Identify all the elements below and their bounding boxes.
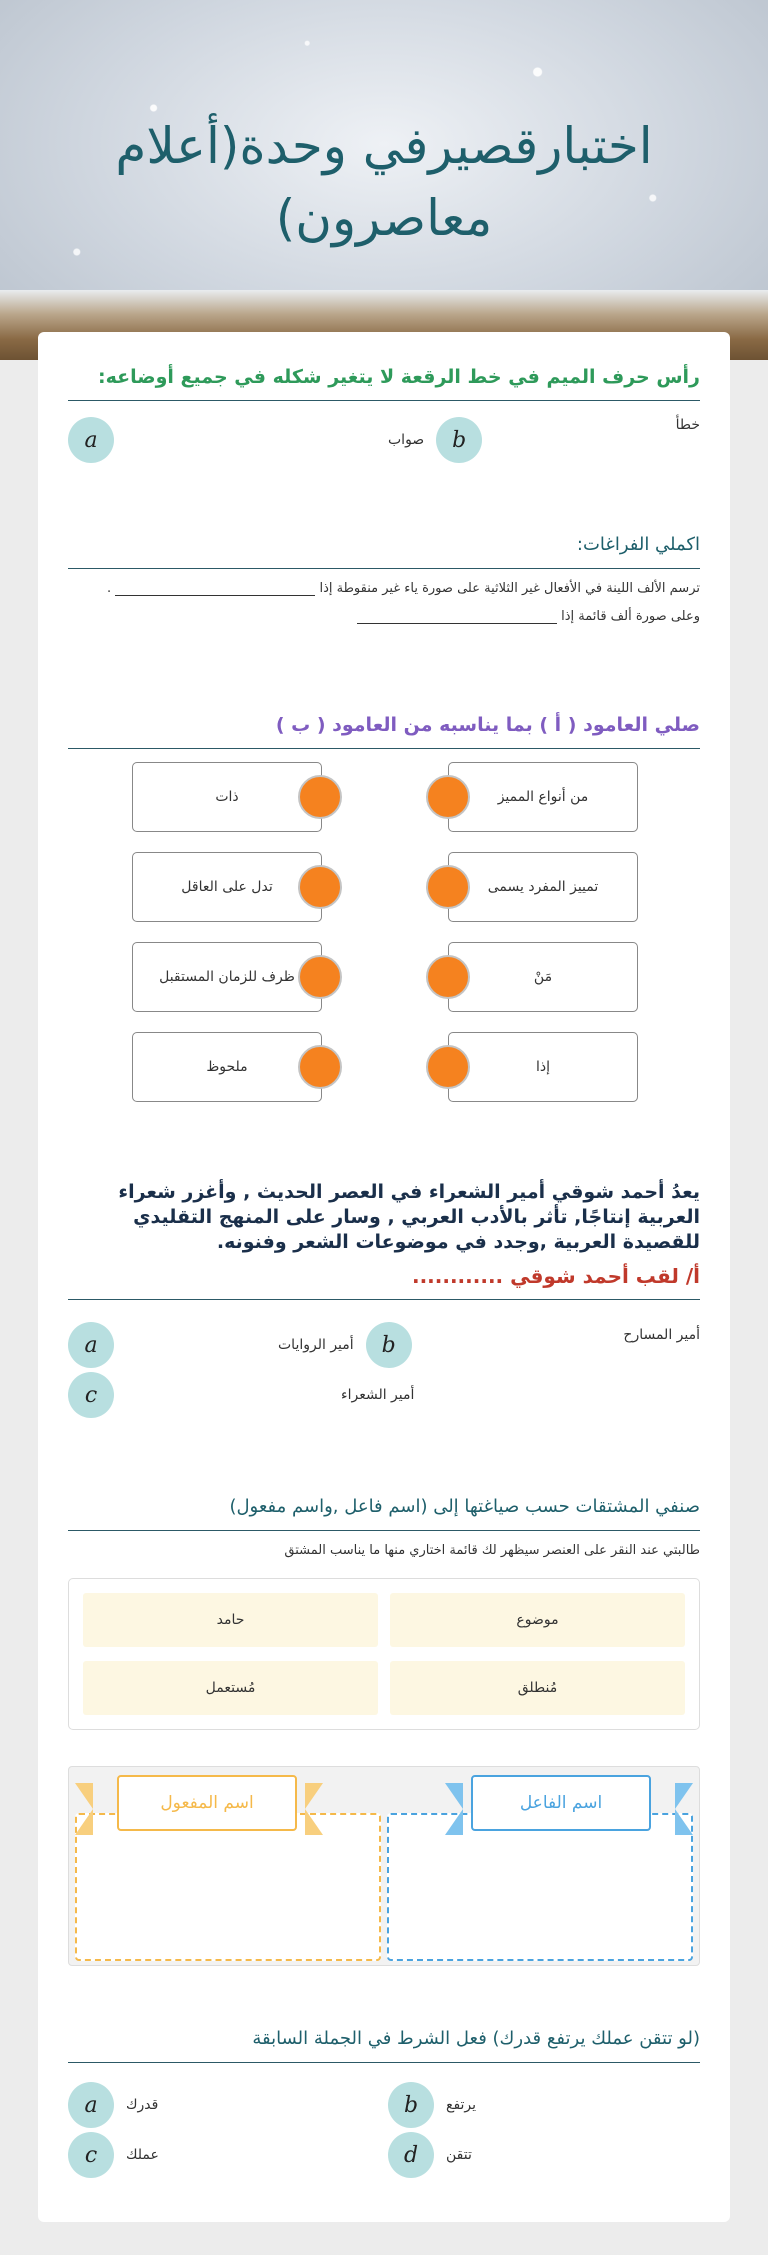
draggable-item-4[interactable]: مُستعمل: [83, 1661, 378, 1715]
option-b[interactable]: [388, 417, 482, 463]
question-4-title: أ/ لقب أحمد شوقي ............: [68, 1261, 700, 1300]
match-left-4[interactable]: إذا: [448, 1032, 638, 1102]
question-4: [68, 1180, 700, 1300]
option-a[interactable]: [68, 2082, 158, 2128]
match-right-4[interactable]: ملحوظ: [132, 1032, 322, 1102]
option-badge: a: [68, 417, 114, 463]
ribbon-tail-right: [305, 1783, 323, 1835]
match-left-2[interactable]: تمييز المفرد يسمى: [448, 852, 638, 922]
option-badge: b: [366, 1322, 412, 1368]
option-badge: b: [388, 2082, 434, 2128]
match-left-1[interactable]: من أنواع المميز: [448, 762, 638, 832]
match-dot-right-4[interactable]: [298, 1045, 342, 1089]
header-banner: [0, 0, 768, 360]
option-label: خطأ: [675, 417, 700, 433]
question-6-title: (لو تتقن عملك يرتفع قدرك) فعل الشرط في الجملة السابقة: [68, 2024, 700, 2063]
question-5-instructions: طالبتي عند النقر على العنصر سيظهر لك قائمة اختاري منها ما يناسب المشتق: [284, 1543, 700, 1558]
ribbon-tail-right: [675, 1783, 693, 1835]
option-b[interactable]: [388, 2082, 476, 2128]
match-dot-left-1[interactable]: [426, 775, 470, 819]
option-badge: a: [68, 1322, 114, 1368]
draggable-items-container: [68, 1578, 700, 1730]
question-3: [68, 710, 700, 749]
blank-input-2[interactable]: [357, 610, 557, 624]
match-dot-right-2[interactable]: [298, 865, 342, 909]
question-5: [68, 1492, 700, 1565]
option-c[interactable]: [68, 2132, 159, 2178]
match-dot-left-3[interactable]: [426, 955, 470, 999]
question-1-title: رأس حرف الميم في خط الرقعة لا يتغير شكله في جميع أوضاعه:: [68, 362, 700, 401]
option-badge: a: [68, 2082, 114, 2128]
drop-zone-passive-subject[interactable]: [75, 1813, 381, 1961]
fill-text-1: ترسم الألف اللينة في الأفعال غير الثلاثية على صورة ياء غير منقوطة إذا: [319, 581, 700, 596]
match-left-3[interactable]: مَنْ: [448, 942, 638, 1012]
option-badge: c: [68, 1372, 114, 1418]
option-label: يرتفع: [446, 2097, 477, 2113]
question-5-title: صنفي المشتقات حسب صياغتها إلى (اسم فاعل ,واسم مفعول): [68, 1492, 700, 1531]
blank-input-1[interactable]: [115, 582, 315, 596]
option-label: أمير الروايات: [278, 1337, 354, 1353]
option-b[interactable]: [278, 1322, 412, 1368]
match-dot-right-1[interactable]: [298, 775, 342, 819]
match-right-1[interactable]: ذات: [132, 762, 322, 832]
option-a[interactable]: [623, 1327, 700, 1343]
option-d[interactable]: [388, 2132, 472, 2178]
option-label: أمير الشعراء: [341, 1387, 415, 1403]
ribbon-tail-left: [445, 1783, 463, 1835]
option-label: عملك: [126, 2147, 159, 2163]
option-a-badge-group[interactable]: [68, 417, 114, 463]
fill-line-1: [68, 575, 700, 603]
option-label: قدرك: [126, 2097, 159, 2113]
match-right-3[interactable]: ظرف للزمان المستقبل: [132, 942, 322, 1012]
question-2: [68, 530, 700, 631]
category-label-passive: اسم المفعول: [117, 1775, 297, 1831]
draggable-item-2[interactable]: حامد: [83, 1593, 378, 1647]
option-label: صواب: [388, 432, 425, 448]
draggable-item-1[interactable]: موضوع: [390, 1593, 685, 1647]
option-badge: d: [388, 2132, 434, 2178]
category-label-active: اسم الفاعل: [471, 1775, 651, 1831]
question-3-title: صلي العامود ( أ ) بما يناسبه من العامود ( ب ): [68, 710, 700, 749]
match-dot-left-4[interactable]: [426, 1045, 470, 1089]
match-right-2[interactable]: تدل على العاقل: [132, 852, 322, 922]
option-badge: c: [68, 2132, 114, 2178]
question-4-passage: يعدُ أحمد شوقي أمير الشعراء في العصر الحديث , وأغزر شعراء العربية إنتاجًا, تأثر بالأدب العربي , وسار على المنهج التقليدي للقصيدة العربية ,وجدد في موضوعات الشعر وفنونه.: [118, 1181, 700, 1253]
option-label: تتقن: [446, 2147, 472, 2163]
option-badge: b: [436, 417, 482, 463]
match-dot-left-2[interactable]: [426, 865, 470, 909]
fill-period: .: [107, 581, 112, 596]
categories-area: [68, 1766, 700, 1966]
question-2-title: اكملي الفراغات:: [68, 530, 700, 569]
question-6: [68, 2024, 700, 2063]
quiz-card: [38, 332, 730, 2222]
option-c[interactable]: [68, 1372, 414, 1418]
fill-line-2: [68, 603, 700, 631]
drop-zone-active-subject[interactable]: [387, 1813, 693, 1961]
match-dot-right-3[interactable]: [298, 955, 342, 999]
option-label: أمير المسارح: [623, 1327, 700, 1343]
draggable-item-3[interactable]: مُنطلق: [390, 1661, 685, 1715]
fill-text-2: وعلى صورة ألف قائمة إذا: [561, 609, 700, 624]
ribbon-tail-left: [75, 1783, 93, 1835]
question-1: [68, 362, 700, 401]
option-a-badge-group[interactable]: [68, 1322, 114, 1368]
page-title: اختبارقصيرفي وحدة(أعلام معاصرون): [115, 117, 653, 247]
